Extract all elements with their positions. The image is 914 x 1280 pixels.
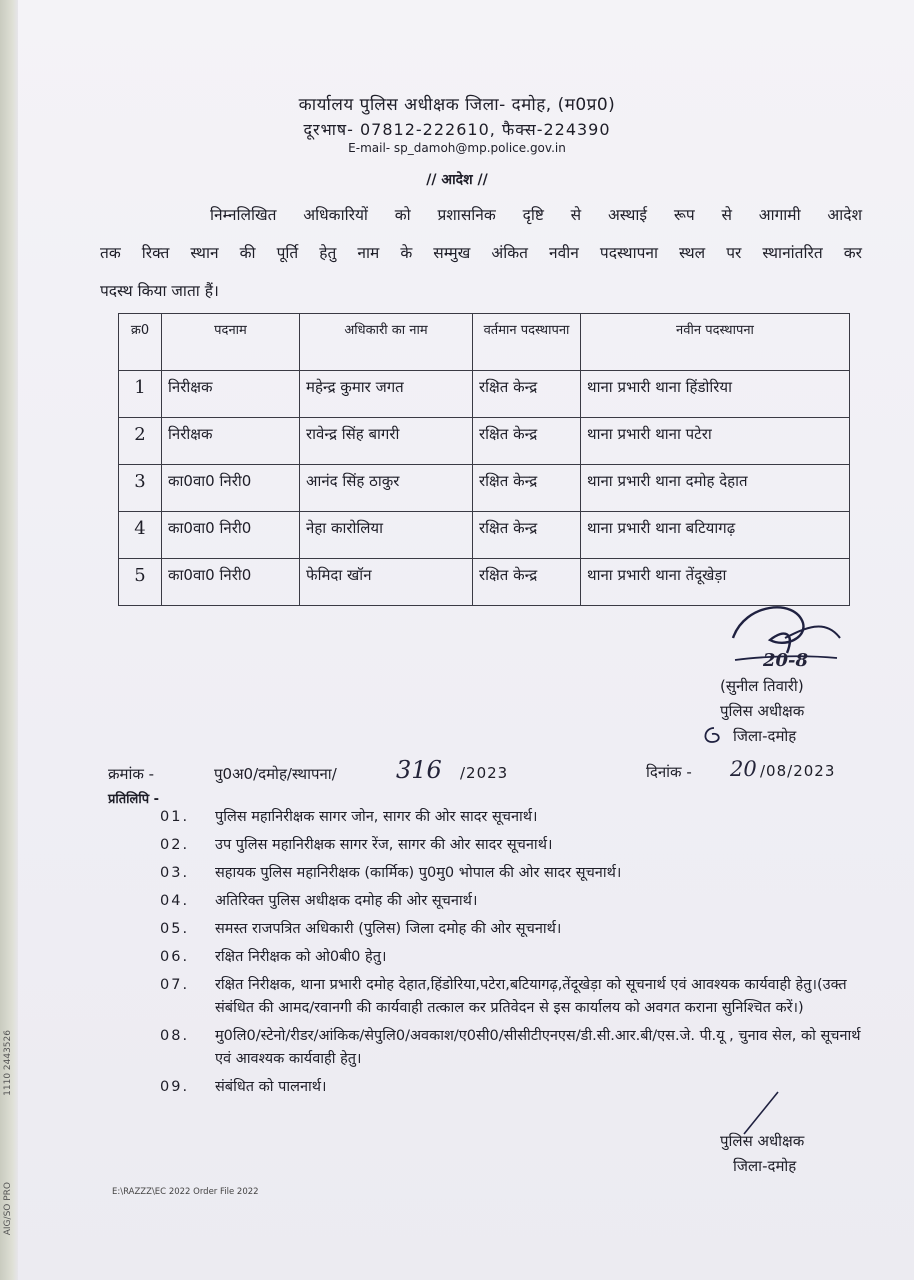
list-item bbox=[160, 834, 870, 857]
list-item-number: 04. bbox=[160, 893, 190, 909]
initial-mark-icon bbox=[700, 724, 726, 748]
kramank-year: /2023 bbox=[460, 764, 509, 782]
kramank-handwritten-number: 316 bbox=[396, 756, 442, 784]
cell-designation: का0वा0 निरी0 bbox=[162, 559, 300, 606]
list-item bbox=[160, 862, 870, 885]
table-header-row bbox=[119, 314, 850, 371]
list-item-text: सहायक पुलिस महानिरीक्षक (कार्मिक) पु0मु0 भोपाल की ओर सादर सूचनार्थ। bbox=[215, 865, 622, 881]
side-note-agso: AIG/SO PRO bbox=[3, 1182, 13, 1236]
list-item bbox=[160, 1025, 870, 1071]
date-rest: /08/2023 bbox=[760, 762, 836, 780]
cell-designation: का0वा0 निरी0 bbox=[162, 465, 300, 512]
list-item-text: पुलिस महानिरीक्षक सागर जोन, सागर की ओर सादर सूचनार्थ। bbox=[215, 809, 538, 825]
table-row bbox=[119, 465, 850, 512]
cell-new-posting: थाना प्रभारी थाना दमोह देहात bbox=[581, 465, 850, 512]
cell-designation: निरीक्षक bbox=[162, 418, 300, 465]
cell-officer-name: महेन्द्र कुमार जगत bbox=[300, 371, 473, 418]
list-item-text: उप पुलिस महानिरीक्षक सागर रेंज, सागर की ओर सादर सूचनार्थ। bbox=[215, 837, 553, 853]
cell-new-posting: थाना प्रभारी थाना पटेरा bbox=[581, 418, 850, 465]
cell-officer-name: फेमिदा खॉन bbox=[300, 559, 473, 606]
cell-sno: 2 bbox=[119, 418, 162, 465]
kramank-prefix: पु0अ0/दमोह/स्थापना/ bbox=[214, 765, 337, 783]
list-item-text: अतिरिक्त पुलिस अधीक्षक दमोह की ओर सूचनार्थ। bbox=[215, 893, 478, 909]
kramank-label: क्रमांक - bbox=[108, 765, 155, 783]
list-item bbox=[160, 974, 870, 1020]
signatory-title: पुलिस अधीक्षक bbox=[720, 702, 805, 720]
list-item-text: रक्षित निरीक्षक, थाना प्रभारी दमोह देहात,हिंडोरिया,पटेरा,बटियागढ़,तेंदूखेड़ा को सूचनार्थ एवं आवश्यक कार्यवाही हेतु।(उक्त संबंधित की आमद/रवानगी की कार्यवाही तत्काल कर प्रतिवेदन से इस कार्यालय को अवगत कराना सुनिश्चित करें।) bbox=[215, 977, 847, 1016]
cell-sno: 5 bbox=[119, 559, 162, 606]
list-item-text: समस्त राजपत्रित अधिकारी (पुलिस) जिला दमोह की ओर सूचनार्थ। bbox=[215, 921, 562, 937]
file-path-footer: E:\RAZZZ\EC 2022 Order File 2022 bbox=[112, 1187, 259, 1197]
list-item-number: 05. bbox=[160, 921, 190, 937]
list-item-number: 01. bbox=[160, 809, 190, 825]
body-line-3: पदस्थ किया जाता हैं। bbox=[100, 282, 219, 300]
table-row bbox=[119, 512, 850, 559]
list-item-text: मु0लि0/स्टेनो/रीडर/आंकिक/सेपुलि0/अवकाश/ए0सी0/सीसीटीएनएस/डी.सी.आर.बी/एस.जे. पी.यू , चुनाव सेल, को सूचनार्थ एवं आवश्यक कार्यवाही हेतु। bbox=[215, 1028, 861, 1067]
cell-current-posting: रक्षित केन्द्र bbox=[473, 418, 581, 465]
date-handwritten-day: 20 bbox=[730, 757, 757, 781]
email-line: E-mail- sp_damoh@mp.police.gov.in bbox=[348, 141, 566, 155]
cell-current-posting: रक्षित केन्द्र bbox=[473, 465, 581, 512]
list-item bbox=[160, 806, 870, 829]
cell-current-posting: रक्षित केन्द्र bbox=[473, 512, 581, 559]
cell-designation: निरीक्षक bbox=[162, 371, 300, 418]
list-item-number: 06. bbox=[160, 949, 190, 965]
header-officer-name: अधिकारी का नाम bbox=[300, 314, 473, 371]
list-item bbox=[160, 946, 870, 969]
list-item bbox=[160, 890, 870, 913]
cell-new-posting: थाना प्रभारी थाना बटियागढ़ bbox=[581, 512, 850, 559]
list-item-text: संबंधित को पालनार्थ। bbox=[215, 1079, 327, 1095]
list-item bbox=[160, 918, 870, 941]
signatory-district: जिला-दमोह bbox=[733, 727, 797, 745]
list-item-number: 03. bbox=[160, 865, 190, 881]
list-item-number: 09. bbox=[160, 1079, 190, 1095]
cell-designation: का0वा0 निरी0 bbox=[162, 512, 300, 559]
order-title: // आदेश // bbox=[426, 172, 488, 188]
body-line-1: निम्नलिखित अधिकारियों को प्रशासनिक दृष्टि से अस्थाई रूप से आगामी आदेश bbox=[210, 206, 862, 224]
pratilipi-label: प्रतिलिपि - bbox=[108, 792, 160, 807]
cell-new-posting: थाना प्रभारी थाना तेंदूखेड़ा bbox=[581, 559, 850, 606]
date-label: दिनांक - bbox=[646, 763, 692, 781]
cell-officer-name: नेहा कारोलिया bbox=[300, 512, 473, 559]
copy-distribution-list bbox=[160, 806, 870, 1104]
table-row bbox=[119, 418, 850, 465]
cell-officer-name: आनंद सिंह ठाकुर bbox=[300, 465, 473, 512]
header-sno: क्र0 bbox=[119, 314, 162, 371]
header-current-posting: वर्तमान पदस्थापना bbox=[473, 314, 581, 371]
bottom-signatory-district: जिला-दमोह bbox=[733, 1157, 797, 1175]
signatory-name: (सुनील तिवारी) bbox=[720, 677, 804, 695]
cell-officer-name: रावेन्द्र सिंह बागरी bbox=[300, 418, 473, 465]
cell-current-posting: रक्षित केन्द्र bbox=[473, 559, 581, 606]
posting-table bbox=[118, 313, 850, 606]
header-designation: पदनाम bbox=[162, 314, 300, 371]
cell-sno: 1 bbox=[119, 371, 162, 418]
list-item-number: 02. bbox=[160, 837, 190, 853]
list-item-text: रक्षित निरीक्षक को ओ0बी0 हेतु। bbox=[215, 949, 387, 965]
signature-date-mark: 20-8 bbox=[763, 650, 809, 671]
header-new-posting: नवीन पदस्थापना bbox=[581, 314, 850, 371]
cell-new-posting: थाना प्रभारी थाना हिंडोरिया bbox=[581, 371, 850, 418]
side-note-codes: 1110 2443526 bbox=[3, 1030, 13, 1096]
body-line-2: तक रिक्त स्थान की पूर्ति हेतु नाम के सम्मुख अंकित नवीन पदस्थापना स्थल पर स्थानांतरित कर bbox=[100, 244, 862, 262]
office-header: कार्यालय पुलिस अधीक्षक जिला- दमोह, (म0प्र0) bbox=[298, 95, 616, 115]
cell-sno: 4 bbox=[119, 512, 162, 559]
list-item-number: 08. bbox=[160, 1028, 190, 1044]
table-row bbox=[119, 371, 850, 418]
phone-fax-line: दूरभाष- 07812-222610, फैक्स-224390 bbox=[303, 120, 611, 139]
bottom-signatory-title: पुलिस अधीक्षक bbox=[720, 1132, 805, 1150]
cell-current-posting: रक्षित केन्द्र bbox=[473, 371, 581, 418]
cell-sno: 3 bbox=[119, 465, 162, 512]
list-item-number: 07. bbox=[160, 977, 190, 993]
